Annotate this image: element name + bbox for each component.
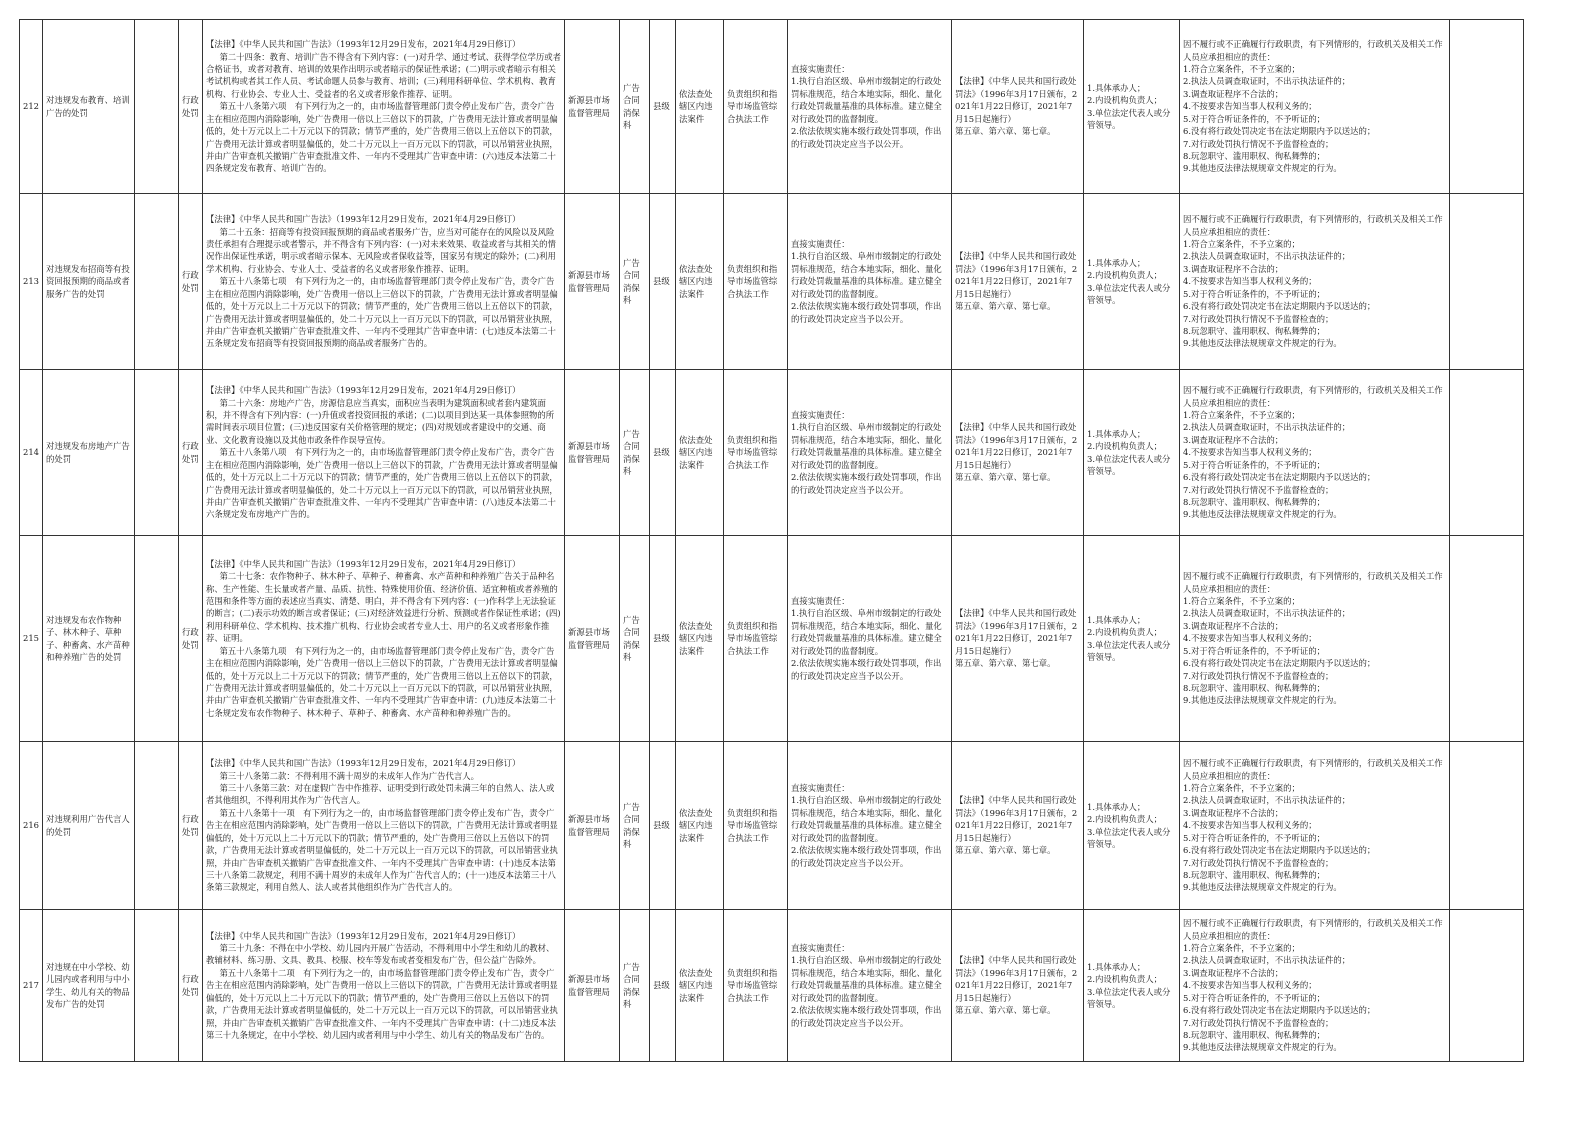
responsibility-cell: [788, 910, 952, 1062]
accountability-cases-cell: [1180, 910, 1450, 1062]
level-cell: [650, 370, 676, 536]
item-name: 对违规发布房地产广告的处罚: [46, 441, 130, 464]
implementing-org: 新源县市场监督管理局: [568, 270, 610, 293]
department-cell: [620, 536, 650, 742]
category-cell: [179, 742, 203, 910]
accountability-case-line: 8.玩忽职守、滥用职权、徇私舞弊的；: [1183, 1029, 1325, 1040]
accountability-basis-line: 【法律】《中华人民共和国行政处罚法》（1996年3月17日颁布，2021年1月22日修订，2021年7月15日起施行）: [955, 955, 1078, 1003]
accountability-case-line: 1.符合立案条件，不予立案的；: [1183, 596, 1300, 607]
legal-basis-paragraph: 第五十八条第八项 有下列行为之一的，由市场监督管理部门责令停止发布广告，责令广告主在相应范围内消除影响，处广告费用一倍以上三倍以下的罚款，广告费用无法计算或者明显偏低的，处十万元以上二十万元以下的罚款；情节严重的，处广告费用三倍以上五倍以下的罚款，广告费用无法计算或者明显偏低的，处二十万元以上一百万元以下的罚款，可以吊销营业执照，并由广告审查机关撤销广告审查批准文件、一年内不受理其广告审查申请：(八)违反本法第二十六条规定发布房地产广告的。: [206, 447, 558, 520]
accountability-case-line: 4.不按要求告知当事人权利义务的；: [1183, 276, 1317, 287]
legal-basis-paragraph: 【法律】《中华人民共和国广告法》（1993年12月29日发布，2021年4月29日修订）: [206, 39, 521, 50]
legal-basis-paragraph: 第二十六条：房地产广告，房源信息应当真实，面积应当表明为建筑面积或者套内建筑面积，并不得含有下列内容：(一)升值或者投资回报的承诺；(二)以项目到达某一具体参照物的所需时间表示项目位置；(三)违反国家有关价格管理的规定；(四)对规划或者建设中的交通、商业、文化教育设施以及其他市政条件作误导宣传。: [206, 397, 555, 445]
row-number: 217: [23, 980, 39, 991]
responsibility-table: [19, 19, 1524, 1062]
level-cell: [650, 910, 676, 1062]
accountability-case-line: 2.执法人员调查取证时，不出示执法证件的；: [1183, 955, 1351, 966]
level-cell: [650, 20, 676, 194]
table-row: [20, 742, 1524, 910]
responsible-subject-cell: [1084, 370, 1180, 536]
accountability-case-line: 5.对于符合听证条件的，不予听证的；: [1183, 288, 1325, 299]
accountability-case-line: 1.符合立案条件，不予立案的；: [1183, 943, 1300, 954]
exercise-level: 县级: [653, 633, 670, 644]
accountability-case-line: 因不履行或不正确履行行政职责，有下列情形的，行政机关及相关工作人员应承担相应的责任：: [1183, 758, 1443, 781]
legal-basis-paragraph: 第五十八条第十一项 有下列行为之一的，由市场监督管理部门责令停止发布广告，责令广告主在相应范围内消除影响，处广告费用一倍以上三倍以下的罚款，广告费用无法计算或者明显偏低的，处十万元以上二十万元以下的罚款；情节严重的，处广告费用三倍以上五倍以下的罚款，广告费用无法计算或者明显偏低的，处二十万元以上一百万元以下的罚款，可以吊销营业执照，并由广告审查机关撤销广告审查批准文件、一年内不受理其广告审查申请：(十)违反本法第三十八条第二款规定，利用不满十周岁的未成年人作为广告代言人的；(十一)违反本法第三十八条第三款规定，利用自然人、法人或者其他组织作为广告代言人的。: [206, 807, 558, 893]
entrust-cell: [724, 910, 788, 1062]
level-cell: [650, 194, 676, 370]
accountability-case-line: 4.不按要求告知当事人权利义务的；: [1183, 447, 1317, 458]
sub-item-cell: [135, 194, 179, 370]
accountability-basis-line: 第五章、第六章、第七章。: [955, 301, 1056, 312]
accountability-case-line: 因不履行或不正确履行行政职责，有下列情形的，行政机关及相关工作人员应承担相应的责任：: [1183, 214, 1443, 237]
legal-basis-paragraph: 第三十九条：不得在中小学校、幼儿园内开展广告活动，不得利用中小学生和幼儿的教材、教辅材料、练习册、文具、教具、校服、校车等发布或者变相发布广告，但公益广告除外。: [206, 943, 555, 966]
accountability-case-line: 5.对于符合听证条件的，不予听证的；: [1183, 113, 1325, 124]
item-name-cell: [43, 742, 135, 910]
table-row: [20, 910, 1524, 1062]
table-row: [20, 536, 1524, 742]
responsibility-cell: [788, 194, 952, 370]
department-cell: [620, 910, 650, 1062]
category-cell: [179, 536, 203, 742]
accountability-basis-line: 【法律】《中华人民共和国行政处罚法》（1996年3月17日颁布，2021年1月22日修订，2021年7月15日起施行）: [955, 608, 1078, 656]
accountability-case-line: 9.其他违反法律法规规章文件规定的行为。: [1183, 882, 1342, 893]
accountability-basis-line: 第五章、第六章、第七章。: [955, 126, 1056, 137]
responsibility-line: 直接实施责任：: [791, 943, 850, 954]
note-cell: [1450, 910, 1524, 1062]
scope-cell: [676, 742, 724, 910]
accountability-basis-cell: [952, 742, 1084, 910]
responsibility-line: 2.依法依规实施本级行政处罚事项，作出的行政处罚决定应当予以公开。: [791, 126, 942, 149]
legal-basis-cell: [203, 20, 565, 194]
item-category: 行政处罚: [182, 814, 199, 837]
accountability-case-line: 2.执法人员调查取证时，不出示执法证件的；: [1183, 251, 1351, 262]
accountability-cases-cell: [1180, 370, 1450, 536]
responsible-subject-line: 3.单位法定代表人或分管领导。: [1087, 826, 1171, 849]
implementing-org-cell: [565, 20, 620, 194]
row-number-cell: [20, 370, 43, 536]
accountability-case-line: 4.不按要求告知当事人权利义务的；: [1183, 101, 1317, 112]
responsibility-line: 2.依法依规实施本级行政处罚事项，作出的行政处罚决定应当予以公开。: [791, 1005, 942, 1028]
accountability-case-line: 5.对于符合听证条件的，不予听证的；: [1183, 459, 1325, 470]
item-category: 行政处罚: [182, 441, 199, 464]
item-name: 对违规在中小学校、幼儿园内或者利用与中小学生、幼儿有关的物品发布广告的处罚: [46, 961, 130, 1009]
responsibility-line: 2.依法依规实施本级行政处罚事项，作出的行政处罚决定应当予以公开。: [791, 301, 942, 324]
note-cell: [1450, 370, 1524, 536]
accountability-case-line: 6.没有将行政处罚决定书在法定期限内予以送达的；: [1183, 472, 1376, 483]
accountability-basis-line: 第五章、第六章、第七章。: [955, 845, 1056, 856]
responsibility-line: 1.执行自治区级、阜州市级制定的行政处罚标准规范，结合本地实际，细化、量化行政处罚裁量基准的具体标准。建立健全对行政处罚的监督制度。: [791, 955, 942, 1003]
row-number: 214: [23, 447, 39, 458]
table-body: [20, 20, 1524, 1062]
department-cell: [620, 20, 650, 194]
legal-basis-paragraph: 第五十八条第六项 有下列行为之一的，由市场监督管理部门责令停止发布广告，责令广告主在相应范围内消除影响，处广告费用一倍以上三倍以下的罚款，广告费用无法计算或者明显偏低的，处十万元以上二十万元以下的罚款；情节严重的，处广告费用三倍以上五倍以下的罚款，广告费用无法计算或者明显偏低的，处二十万元以上一百万元以下的罚款，可以吊销营业执照，并由广告审查机关撤销广告审查批准文件、一年内不受理其广告审查申请：(六)违反本法第二十四条规定发布教育、培训广告的。: [206, 101, 558, 174]
accountability-case-line: 7.对行政处罚执行情况不予监督检查的；: [1183, 138, 1334, 149]
responsible-subject-line: 1.具体承办人；: [1087, 801, 1146, 812]
legal-basis-cell: [203, 536, 565, 742]
responsible-subject-line: 2.内设机构负责人；: [1087, 95, 1162, 106]
responsibility-line: 直接实施责任：: [791, 239, 850, 250]
item-category: 行政处罚: [182, 270, 199, 293]
department: 广告合同消保科: [623, 82, 640, 130]
accountability-case-line: 6.没有将行政处罚决定书在法定期限内予以送达的；: [1183, 845, 1376, 856]
entrust-cell: [724, 536, 788, 742]
accountability-basis-line: 第五章、第六章、第七章。: [955, 658, 1056, 669]
accountability-case-line: 5.对于符合听证条件的，不予听证的；: [1183, 645, 1325, 656]
table-row: [20, 370, 1524, 536]
responsibility-line: 1.执行自治区级、阜州市级制定的行政处罚标准规范，结合本地实际，细化、量化行政处罚裁量基准的具体标准。建立健全对行政处罚的监督制度。: [791, 608, 942, 656]
responsible-subject-line: 2.内设机构负责人；: [1087, 627, 1162, 638]
accountability-cases-cell: [1180, 742, 1450, 910]
legal-basis-cell: [203, 194, 565, 370]
accountability-case-line: 6.没有将行政处罚决定书在法定期限内予以送达的；: [1183, 1005, 1376, 1016]
accountability-case-line: 7.对行政处罚执行情况不予监督检查的；: [1183, 670, 1334, 681]
row-number: 215: [23, 633, 39, 644]
legal-basis-paragraph: 第三十八条第三款：对在虚假广告中作推荐、证明受到行政处罚未满三年的自然人、法人或者其他组织，不得利用其作为广告代言人。: [206, 783, 555, 806]
responsibility-cell: [788, 370, 952, 536]
row-number-cell: [20, 194, 43, 370]
legal-basis-paragraph: 第五十八条第十二项 有下列行为之一的，由市场监督管理部门责令停止发布广告，责令广告主在相应范围内消除影响，处广告费用一倍以上三倍以下的罚款，广告费用无法计算或者明显偏低的，处十万元以上二十万元以下的罚款；情节严重的，处广告费用三倍以上五倍以下的罚款，广告费用无法计算或者明显偏低的，处二十万元以上一百万元以下的罚款，可以吊销营业执照，并由广告审查机关撤销广告审查批准文件、一年内不受理其广告审查申请：(十二)违反本法第三十九条规定，在中小学校、幼儿园内或者利用与中小学生、幼儿有关的物品发布广告的。: [206, 967, 558, 1040]
category-cell: [179, 20, 203, 194]
table-row: [20, 20, 1524, 194]
row-number-cell: [20, 910, 43, 1062]
accountability-case-line: 5.对于符合听证条件的，不予听证的；: [1183, 832, 1325, 843]
department: 广告合同消保科: [623, 961, 640, 1009]
responsible-subject-cell: [1084, 742, 1180, 910]
exercise-scope: 依法查处辖区内违法案件: [679, 620, 713, 656]
accountability-case-line: 4.不按要求告知当事人权利义务的；: [1183, 820, 1317, 831]
responsible-subject-cell: [1084, 20, 1180, 194]
accountability-case-line: 2.执法人员调查取证时，不出示执法证件的；: [1183, 422, 1351, 433]
row-number-cell: [20, 20, 43, 194]
entrust-content: 负责组织和指导市场监管综合执法工作: [727, 434, 778, 470]
exercise-level: 县级: [653, 820, 670, 831]
responsibility-line: 2.依法依规实施本级行政处罚事项，作出的行政处罚决定应当予以公开。: [791, 472, 942, 495]
entrust-content: 负责组织和指导市场监管综合执法工作: [727, 263, 778, 299]
scope-cell: [676, 370, 724, 536]
responsible-subject-cell: [1084, 194, 1180, 370]
scope-cell: [676, 194, 724, 370]
accountability-basis-cell: [952, 370, 1084, 536]
responsible-subject-line: 3.单位法定代表人或分管领导。: [1087, 639, 1171, 662]
accountability-case-line: 9.其他违反法律法规规章文件规定的行为。: [1183, 1042, 1342, 1053]
responsible-subject-line: 2.内设机构负责人；: [1087, 974, 1162, 985]
responsibility-line: 直接实施责任：: [791, 596, 850, 607]
sub-item-cell: [135, 536, 179, 742]
responsible-subject-line: 3.单位法定代表人或分管领导。: [1087, 107, 1171, 130]
responsibility-cell: [788, 536, 952, 742]
accountability-case-line: 2.执法人员调查取证时，不出示执法证件的；: [1183, 608, 1351, 619]
responsibility-line: 2.依法依规实施本级行政处罚事项，作出的行政处罚决定应当予以公开。: [791, 658, 942, 681]
note-cell: [1450, 20, 1524, 194]
responsible-subject-line: 1.具体承办人；: [1087, 257, 1146, 268]
exercise-level: 县级: [653, 276, 670, 287]
accountability-case-line: 3.调查取证程序不合法的；: [1183, 967, 1284, 978]
implementing-org: 新源县市场监督管理局: [568, 974, 610, 997]
legal-basis-paragraph: 【法律】《中华人民共和国广告法》（1993年12月29日发布，2021年4月29日修订）: [206, 214, 521, 225]
scope-cell: [676, 536, 724, 742]
legal-basis-paragraph: 【法律】《中华人民共和国广告法》（1993年12月29日发布，2021年4月29日修订）: [206, 930, 521, 941]
implementing-org-cell: [565, 536, 620, 742]
department: 广告合同消保科: [623, 614, 640, 662]
responsible-subject-line: 1.具体承办人；: [1087, 82, 1146, 93]
accountability-basis-line: 【法律】《中华人民共和国行政处罚法》（1996年3月17日颁布，2021年1月22日修订，2021年7月15日起施行）: [955, 422, 1078, 470]
row-number: 212: [23, 101, 39, 112]
responsible-subject-line: 2.内设机构负责人；: [1087, 270, 1162, 281]
row-number-cell: [20, 742, 43, 910]
accountability-case-line: 7.对行政处罚执行情况不予监督检查的；: [1183, 1017, 1334, 1028]
accountability-case-line: 9.其他违反法律法规规章文件规定的行为。: [1183, 163, 1342, 174]
legal-basis-paragraph: 第二十七条：农作物种子、林木种子、草种子、种畜禽、水产苗种和种养殖广告关于品种名称、生产性能、生长量或者产量、品质、抗性、特殊使用价值、经济价值、适宜种植或者养殖的范围和条件等方面的表述应当真实、清楚、明白，并不得含有下列内容：(一)作科学上无法验证的断言；(二)表示功效的断言或者保证；(三)对经济效益进行分析、预测或者作保证性承诺；(四)利用科研单位、学术机构、技术推广机构、行业协会或者专业人士、用户的名义或者形象作推荐、证明。: [206, 571, 561, 644]
accountability-case-line: 6.没有将行政处罚决定书在法定期限内予以送达的；: [1183, 658, 1376, 669]
accountability-case-line: 1.符合立案条件，不予立案的；: [1183, 239, 1300, 250]
row-number-cell: [20, 536, 43, 742]
responsible-subject-cell: [1084, 536, 1180, 742]
entrust-content: 负责组织和指导市场监管综合执法工作: [727, 620, 778, 656]
note-cell: [1450, 536, 1524, 742]
item-name: 对违规利用广告代言人的处罚: [46, 814, 130, 837]
responsibility-cell: [788, 742, 952, 910]
implementing-org: 新源县市场监督管理局: [568, 95, 610, 118]
item-name-cell: [43, 910, 135, 1062]
responsible-subject-line: 2.内设机构负责人；: [1087, 441, 1162, 452]
accountability-case-line: 3.调查取证程序不合法的；: [1183, 807, 1284, 818]
sub-item-cell: [135, 742, 179, 910]
responsibility-line: 2.依法依规实施本级行政处罚事项，作出的行政处罚决定应当予以公开。: [791, 845, 942, 868]
accountability-basis-cell: [952, 536, 1084, 742]
entrust-content: 负责组织和指导市场监管综合执法工作: [727, 88, 778, 124]
sub-item-cell: [135, 370, 179, 536]
accountability-case-line: 因不履行或不正确履行行政职责，有下列情形的，行政机关及相关工作人员应承担相应的责任：: [1183, 571, 1443, 594]
exercise-scope: 依法查处辖区内违法案件: [679, 263, 713, 299]
scope-cell: [676, 910, 724, 1062]
legal-basis-paragraph: 第二十四条：教育、培训广告不得含有下列内容：(一)对升学、通过考试、获得学位学历或者合格证书，或者对教育、培训的效果作出明示或者暗示的保证性承诺；(二)明示或者暗示有相关考试机构或者其工作人员、考试命题人员参与教育、培训；(三)利用科研单位、学术机构、教育机构、行业协会、专业人士、受益者的名义或者形象作推荐、证明。: [206, 51, 561, 99]
responsibility-line: 1.执行自治区级、阜州市级制定的行政处罚标准规范，结合本地实际，细化、量化行政处罚裁量基准的具体标准。建立健全对行政处罚的监督制度。: [791, 795, 942, 843]
department: 广告合同消保科: [623, 257, 640, 305]
responsibility-cell: [788, 20, 952, 194]
item-name: 对违规发布农作物种子、林木种子、草种子、种畜禽、水产苗种和种养殖广告的处罚: [46, 614, 130, 662]
level-cell: [650, 742, 676, 910]
accountability-case-line: 因不履行或不正确履行行政职责，有下列情形的，行政机关及相关工作人员应承担相应的责任：: [1183, 918, 1443, 941]
exercise-level: 县级: [653, 101, 670, 112]
row-number: 213: [23, 276, 39, 287]
accountability-case-line: 9.其他违反法律法规规章文件规定的行为。: [1183, 695, 1342, 706]
entrust-cell: [724, 194, 788, 370]
category-cell: [179, 194, 203, 370]
legal-basis-cell: [203, 742, 565, 910]
implementing-org-cell: [565, 370, 620, 536]
exercise-scope: 依法查处辖区内违法案件: [679, 434, 713, 470]
accountability-basis-line: 第五章、第六章、第七章。: [955, 1005, 1056, 1016]
entrust-content: 负责组织和指导市场监管综合执法工作: [727, 967, 778, 1003]
accountability-case-line: 9.其他违反法律法规规章文件规定的行为。: [1183, 509, 1342, 520]
responsibility-line: 直接实施责任：: [791, 410, 850, 421]
item-category: 行政处罚: [182, 974, 199, 997]
implementing-org: 新源县市场监督管理局: [568, 814, 610, 837]
exercise-scope: 依法查处辖区内违法案件: [679, 967, 713, 1003]
responsible-subject-line: 1.具体承办人；: [1087, 961, 1146, 972]
accountability-case-line: 因不履行或不正确履行行政职责，有下列情形的，行政机关及相关工作人员应承担相应的责任：: [1183, 385, 1443, 408]
responsibility-line: 直接实施责任：: [791, 783, 850, 794]
sub-item-cell: [135, 20, 179, 194]
legal-basis-paragraph: 第五十八条第七项 有下列行为之一的，由市场监督管理部门责令停止发布广告，责令广告主在相应范围内消除影响，处广告费用一倍以上三倍以下的罚款，广告费用无法计算或者明显偏低的，处十万元以上二十万元以下的罚款；情节严重的，处广告费用三倍以上五倍以下的罚款，广告费用无法计算或者明显偏低的，处二十万元以上一百万元以下的罚款，可以吊销营业执照，并由广告审查机关撤销广告审查批准文件、一年内不受理其广告审查申请：(七)违反本法第二十五条规定发布招商等有投资回报预期的商品或者服务广告的。: [206, 276, 558, 349]
accountability-case-line: 8.玩忽职守、滥用职权、徇私舞弊的；: [1183, 150, 1325, 161]
note-cell: [1450, 742, 1524, 910]
exercise-scope: 依法查处辖区内违法案件: [679, 88, 713, 124]
item-name-cell: [43, 370, 135, 536]
accountability-case-line: 9.其他违反法律法规规章文件规定的行为。: [1183, 338, 1342, 349]
item-name-cell: [43, 536, 135, 742]
accountability-case-line: 3.调查取证程序不合法的；: [1183, 263, 1284, 274]
item-name-cell: [43, 194, 135, 370]
accountability-case-line: 2.执法人员调查取证时，不出示执法证件的；: [1183, 76, 1351, 87]
note-cell: [1450, 194, 1524, 370]
responsibility-line: 1.执行自治区级、阜州市级制定的行政处罚标准规范，结合本地实际，细化、量化行政处罚裁量基准的具体标准。建立健全对行政处罚的监督制度。: [791, 422, 942, 470]
category-cell: [179, 910, 203, 1062]
legal-basis-cell: [203, 910, 565, 1062]
responsible-subject-line: 1.具体承办人；: [1087, 614, 1146, 625]
department: 广告合同消保科: [623, 428, 640, 476]
accountability-case-line: 4.不按要求告知当事人权利义务的；: [1183, 980, 1317, 991]
implementing-org-cell: [565, 194, 620, 370]
level-cell: [650, 536, 676, 742]
accountability-case-line: 8.玩忽职守、滥用职权、徇私舞弊的；: [1183, 325, 1325, 336]
accountability-case-line: 1.符合立案条件，不予立案的；: [1183, 410, 1300, 421]
entrust-cell: [724, 370, 788, 536]
accountability-case-line: 7.对行政处罚执行情况不予监督检查的；: [1183, 484, 1334, 495]
item-name: 对违规发布招商等有投资回报预期的商品或者服务广告的处罚: [46, 263, 130, 299]
table-row: [20, 194, 1524, 370]
accountability-cases-cell: [1180, 536, 1450, 742]
responsible-subject-line: 3.单位法定代表人或分管领导。: [1087, 282, 1171, 305]
entrust-content: 负责组织和指导市场监管综合执法工作: [727, 807, 778, 843]
legal-basis-cell: [203, 370, 565, 536]
accountability-case-line: 7.对行政处罚执行情况不予监督检查的；: [1183, 313, 1334, 324]
responsible-subject-cell: [1084, 910, 1180, 1062]
accountability-basis-cell: [952, 910, 1084, 1062]
accountability-basis-line: 第五章、第六章、第七章。: [955, 472, 1056, 483]
responsible-subject-line: 2.内设机构负责人；: [1087, 814, 1162, 825]
department-cell: [620, 194, 650, 370]
responsible-subject-line: 3.单位法定代表人或分管领导。: [1087, 986, 1171, 1009]
accountability-case-line: 3.调查取证程序不合法的；: [1183, 434, 1284, 445]
item-category: 行政处罚: [182, 95, 199, 118]
implementing-org: 新源县市场监督管理局: [568, 441, 610, 464]
accountability-case-line: 8.玩忽职守、滥用职权、徇私舞弊的；: [1183, 496, 1325, 507]
responsible-subject-line: 1.具体承办人；: [1087, 428, 1146, 439]
implementing-org-cell: [565, 742, 620, 910]
row-number: 216: [23, 820, 39, 831]
accountability-case-line: 因不履行或不正确履行行政职责，有下列情形的，行政机关及相关工作人员应承担相应的责任：: [1183, 39, 1443, 62]
legal-basis-paragraph: 【法律】《中华人民共和国广告法》（1993年12月29日发布，2021年4月29日修订）: [206, 558, 521, 569]
exercise-level: 县级: [653, 447, 670, 458]
accountability-basis-line: 【法律】《中华人民共和国行政处罚法》（1996年3月17日颁布，2021年1月22日修订，2021年7月15日起施行）: [955, 76, 1078, 124]
legal-basis-paragraph: 第五十八条第九项 有下列行为之一的，由市场监督管理部门责令停止发布广告，责令广告主在相应范围内消除影响，处广告费用一倍以上三倍以下的罚款，广告费用无法计算或者明显偏低的，处十万元以上二十万元以下的罚款；情节严重的，处广告费用三倍以上五倍以下的罚款，广告费用无法计算或者明显偏低的，处二十万元以上一百万元以下的罚款，可以吊销营业执照，并由广告审查机关撤销广告审查批准文件、一年内不受理其广告审查申请：(九)违反本法第二十七条规定发布农作物种子、林木种子、草种子、种畜禽、水产苗种和种养殖广告的。: [206, 645, 558, 718]
item-name: 对违规发布教育、培训广告的处罚: [46, 95, 130, 118]
department-cell: [620, 370, 650, 536]
entrust-cell: [724, 20, 788, 194]
legal-basis-paragraph: 【法律】《中华人民共和国广告法》（1993年12月29日发布，2021年4月29日修订）: [206, 385, 521, 396]
item-name-cell: [43, 20, 135, 194]
accountability-case-line: 6.没有将行政处罚决定书在法定期限内予以送达的；: [1183, 301, 1376, 312]
department-cell: [620, 742, 650, 910]
accountability-basis-cell: [952, 194, 1084, 370]
accountability-basis-cell: [952, 20, 1084, 194]
accountability-case-line: 3.调查取证程序不合法的；: [1183, 620, 1284, 631]
accountability-cases-cell: [1180, 194, 1450, 370]
accountability-case-line: 8.玩忽职守、滥用职权、徇私舞弊的；: [1183, 682, 1325, 693]
exercise-scope: 依法查处辖区内违法案件: [679, 807, 713, 843]
accountability-cases-cell: [1180, 20, 1450, 194]
item-category: 行政处罚: [182, 627, 199, 650]
scope-cell: [676, 20, 724, 194]
exercise-level: 县级: [653, 980, 670, 991]
responsibility-line: 直接实施责任：: [791, 64, 850, 75]
accountability-case-line: 4.不按要求告知当事人权利义务的；: [1183, 633, 1317, 644]
implementing-org: 新源县市场监督管理局: [568, 627, 610, 650]
legal-basis-paragraph: 第二十五条：招商等有投资回报预期的商品或者服务广告，应当对可能存在的风险以及风险责任承担有合理提示或者警示，并不得含有下列内容：(一)对未来效果、收益或者与其相关的情况作出保证性承诺，明示或者暗示保本、无风险或者保收益等，国家另有规定的除外；(二)利用学术机构、行业协会、专业人士、受益者的名义或者形象作推荐、证明。: [206, 226, 556, 274]
accountability-case-line: 6.没有将行政处罚决定书在法定期限内予以送达的；: [1183, 126, 1376, 137]
category-cell: [179, 370, 203, 536]
responsibility-line: 1.执行自治区级、阜州市级制定的行政处罚标准规范，结合本地实际，细化、量化行政处罚裁量基准的具体标准。建立健全对行政处罚的监督制度。: [791, 76, 942, 124]
accountability-case-line: 5.对于符合听证条件的，不予听证的；: [1183, 992, 1325, 1003]
accountability-case-line: 3.调查取证程序不合法的；: [1183, 88, 1284, 99]
responsible-subject-line: 3.单位法定代表人或分管领导。: [1087, 453, 1171, 476]
accountability-case-line: 7.对行政处罚执行情况不予监督检查的；: [1183, 857, 1334, 868]
accountability-case-line: 2.执法人员调查取证时，不出示执法证件的；: [1183, 795, 1351, 806]
legal-basis-paragraph: 【法律】《中华人民共和国广告法》（1993年12月29日发布，2021年4月29日修订）: [206, 758, 521, 769]
department: 广告合同消保科: [623, 801, 640, 849]
sub-item-cell: [135, 910, 179, 1062]
accountability-case-line: 1.符合立案条件，不予立案的；: [1183, 64, 1300, 75]
legal-basis-paragraph: 第三十八条第二款：不得利用不满十周岁的未成年人作为广告代言人。: [219, 770, 480, 781]
entrust-cell: [724, 742, 788, 910]
accountability-basis-line: 【法律】《中华人民共和国行政处罚法》（1996年3月17日颁布，2021年1月22日修订，2021年7月15日起施行）: [955, 795, 1078, 843]
implementing-org-cell: [565, 910, 620, 1062]
responsibility-line: 1.执行自治区级、阜州市级制定的行政处罚标准规范，结合本地实际，细化、量化行政处罚裁量基准的具体标准。建立健全对行政处罚的监督制度。: [791, 251, 942, 299]
accountability-basis-line: 【法律】《中华人民共和国行政处罚法》（1996年3月17日颁布，2021年1月22日修订，2021年7月15日起施行）: [955, 251, 1078, 299]
accountability-case-line: 8.玩忽职守、滥用职权、徇私舞弊的；: [1183, 869, 1325, 880]
accountability-case-line: 1.符合立案条件，不予立案的；: [1183, 783, 1300, 794]
